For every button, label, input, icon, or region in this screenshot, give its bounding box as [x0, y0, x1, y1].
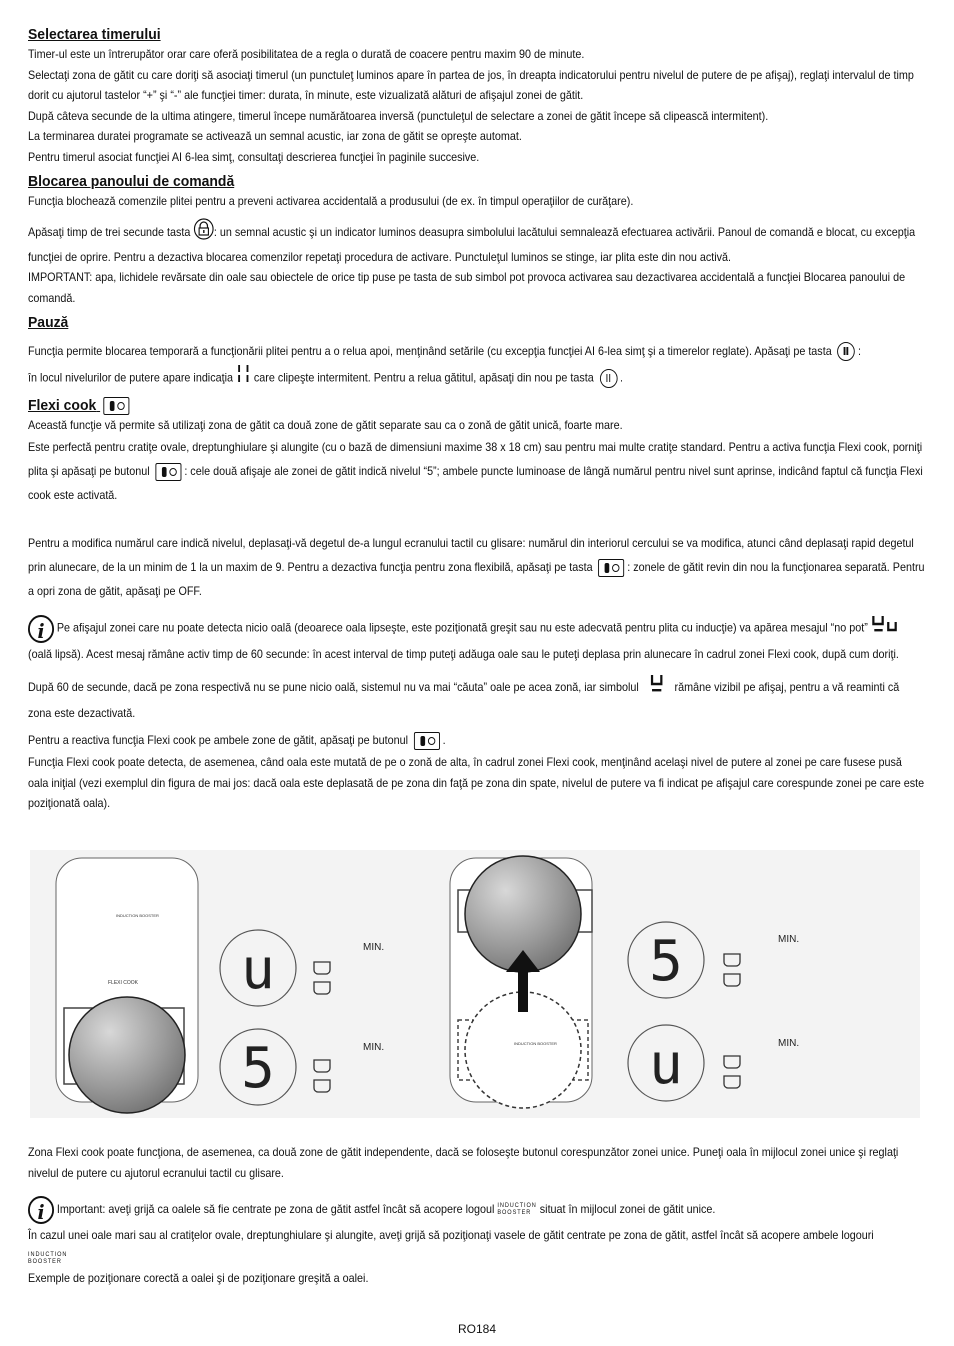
text: Important: aveţi grijă ca oalele să fie centrate pe zona de gătit astfel încât să acopere logoul: [56, 1203, 495, 1217]
flexi-button-icon: [155, 463, 181, 481]
section-title-pause: Pauză: [28, 313, 69, 331]
text: situat în mijlocul zonei de gătit unice.: [539, 1203, 716, 1217]
text: Funcţia permite blocarea temporară a funcţionării plitei pentru a o relua apoi, menţinând setările (cu excepţia funcţiei AI 6-lea simţ şi a timerelor reglate). Apăsaţi pe tasta: [28, 344, 832, 358]
booster-label-1: INDUCTION BOOSTER: [116, 913, 159, 918]
display-digit: 5: [241, 1036, 275, 1101]
logo-text: BOOSTER: [28, 1258, 62, 1265]
paragraph: Timer-ul este un întrerupător orar care oferă posibilitatea de a regla o durată de coacere pentru maxim 90 de minute.: [28, 48, 585, 61]
text: în locul nivelurilor de putere apare indicaţia: [28, 371, 233, 385]
paragraph: [28, 436, 925, 508]
paragraph: [28, 218, 925, 268]
info-icon: i: [28, 1196, 54, 1224]
logo-text: BOOSTER: [497, 1210, 532, 1217]
text: (oală lipsă). Acest mesaj rămâne activ timp de 60 secunde: în acest interval de timp puteţi adăuga oale sau le puteţi deplasa prin alunecare în cadrul zonei Flexi cook, după cum doriţi.: [28, 648, 899, 662]
text: : cele două afişaje ale zonei de gătit indică nivelul “5”; ambele puncte luminoase de lângă numărul pentru nivel sunt aprinse, indicând faptul că funcţia Flexi cook este activată.: [28, 465, 923, 503]
paragraph: Pentru timerul asociat funcţiei AI 6-lea simţ, consultaţi descrierea funcţiei în paginile succesive.: [28, 150, 480, 164]
induction-booster-logo: [28, 1252, 67, 1266]
min-label: MIN.: [778, 1038, 800, 1049]
text: Pentru a modifica numărul care indică nivelul, deplasaţi-vă degetul de-a lungul ecranului tactil cu glisare: numărul din interiorul cercului se va modifica, atunci când deplasaţi rapid degetul prin alunecare, de la un minim de 1 la un maxim de 9. Pentru a dezactiva funcţia pentru zona flexibilă, apăsaţi pe tasta: [28, 537, 914, 575]
paragraph: Funcţia Flexi cook poate detecta, de asemenea, când oala este mutată de pe o zonă de alta, în cadrul zonei Flexi cook, menţinând acelaşi nivel de putere al zonei pe care fusese pusă oala iniţial (vezi exemplul din figura de mai jos: dacă oala este deplasată de pe zona din faţă pe zona din spate, nivelul de putere va fi indicat pe afişajul care corespunde zonei pe care este poziţionată oala).: [28, 756, 925, 811]
paragraph: Această funcţie vă permite să utilizaţi zona de gătit ca două zone de gătit separate sau ca o zonă de gătit unică, foarte mare.: [28, 418, 623, 432]
paragraph: [28, 673, 925, 725]
text: :: [857, 344, 861, 358]
text: .: [442, 734, 446, 748]
text: Pe afişajul zonei care nu poate detecta nicio oală (deoarece oala lipseşte, este poziţionată greşit sau nu este adecvată pentru plita cu inducţie) va apărea mesajul “no pot”: [56, 621, 868, 635]
induction-booster-logo: [497, 1203, 536, 1217]
paragraph: [28, 532, 925, 604]
flexi-button-icon: [598, 559, 624, 577]
info-icon: i: [28, 615, 54, 643]
right-hob: [450, 856, 592, 1108]
flexi-button-icon: [103, 397, 129, 415]
lower-text: [28, 1143, 925, 1290]
text: Pentru a reactiva funcţia Flexi cook pe ambele zone de gătit, apăsaţi pe butonul: [28, 734, 409, 748]
text: : zonele de gătit revin din nou la funcţionarea separată. Pentru a opri zona de gătit, apăsaţi pe OFF.: [28, 561, 925, 599]
logo-text: INDUCTION: [28, 1251, 68, 1258]
paragraph: IMPORTANT: apa, lichidele revărsate din oale sau obiectele de orice tip puse pe tasta de sub simbol pot provoca activarea sau dezactivarea accidentală a funcţiei Blocarea panoului de comandă.: [28, 271, 906, 305]
paragraph: La terminarea duratei programate se activează un semnal acustic, iar zona de gătit se opreşte automat.: [28, 130, 522, 144]
flexi-cook-figure: [30, 850, 920, 1118]
pot-icon: [69, 997, 185, 1113]
display-digit: u: [241, 937, 275, 1002]
min-label: MIN.: [778, 934, 800, 945]
paragraph: Zona Flexi cook poate funcţiona, de asemenea, ca două zone de gătit independente, dacă se foloseşte butonul corespunzător zonei unice. Puneţi oala în mijlocul zonei unice şi reglaţi nivelul de putere cu ajutorul ecranului tactil cu glisare.: [28, 1146, 899, 1180]
min-label: MIN.: [363, 1042, 385, 1053]
no-pot-icon: [871, 614, 899, 643]
pause-icon: [600, 369, 618, 388]
no-pot-symbol-icon: [649, 673, 664, 703]
paragraph: [28, 339, 925, 393]
section-title-flexi: [28, 395, 925, 416]
text: După 60 de secunde, dacă pe zona respectivă nu se pune nicio oală, sistemul nu va mai “căuta” oale pe acea zonă, iar simbolul: [28, 681, 639, 695]
paragraph: Funcţia blochează comenzile plitei pentru a preveni activarea accidentală a produsului (de ex. în timpul operaţiilor de curăţare).: [28, 194, 634, 208]
text: : un semnal acustic şi un indicator luminos deasupra simbolului lacătului semnalează efectuarea activării. Panoul de comandă e blocat, cu excepţia funcţiei de oprire. Pentru a dezactiva blocarea comenzilor repetaţi procedura de activare. Punctuleţul luminos se stinge, iar plita este din nou activă.: [28, 226, 916, 264]
lock-icon: [193, 218, 213, 248]
flexi-button-icon: [414, 732, 440, 750]
page-number: RO184: [457, 1322, 497, 1336]
note-paragraph: [28, 1196, 925, 1224]
pause-icon: [837, 342, 855, 361]
title-text: Flexi cook: [28, 396, 97, 414]
section-title-lock: Blocarea panoului de comandă: [28, 172, 235, 190]
text: .: [619, 371, 623, 385]
logo-line: [28, 1249, 925, 1270]
text: Este perfectă pentru cratiţe ovale, dreptunghiulare şi alungite (cu o bază de dimensiuni maxime 38 x 18 cm) sau pentru mai multe cratiţe standard. Pentru a activa funcţia Flexi cook, porniţi plita şi apăsaţi pe butonul: [28, 441, 923, 479]
min-label: MIN.: [363, 942, 385, 953]
paragraph: În cazul unei oale mari sau al cratiţelor ovale, dreptunghiulare şi alungite, aveţi grijă să poziţionaţi vasele de gătit centrate pe zona de gătit, astfel încât să acopere ambele logouri: [28, 1229, 874, 1243]
paragraph: Selectaţi zona de gătit cu care doriţi să asociaţi timerul (un punctuleţ luminos apare în partea de jos, în dreapta indicatorului pentru nivelul de putere de pe afişaj), reglaţi intervalul de timp dorit cu ajutorul tastelor “+” şi “-” ale funcţiei timer: durata, în minute, este vizualizată alături de afişajul zonei de gătit.: [28, 68, 914, 103]
figure-svg: [30, 850, 920, 1118]
paragraph: Exemple de poziţionare corectă a oalei şi de poziţionare greşită a oalei.: [28, 1272, 369, 1286]
display-digit: u: [649, 1032, 683, 1097]
text: Apăsaţi timp de trei secunde tasta: [28, 226, 191, 240]
section-title-timer: Selectarea timerului: [28, 26, 161, 43]
text: rămâne vizibil pe afişaj, pentru a vă reaminti că zona este dezactivată.: [28, 681, 900, 721]
paragraph: După câteva secunde de la ultima atingere, timerul începe numărătoarea inversă (punctuleţul de selectare a zonei de gătit începe să clipească intermitent).: [28, 109, 769, 123]
document-body: [28, 22, 925, 815]
flexi-label-1: FLEXI COOK: [108, 980, 139, 986]
display-digit: 5: [649, 929, 683, 994]
logo-text: INDUCTION: [497, 1203, 537, 1210]
booster-label-2: INDUCTION BOOSTER: [514, 1041, 557, 1046]
blink-indicator-icon: [236, 364, 251, 393]
text: care clipeşte intermitent. Pentru a relua gătitul, apăsaţi din nou pe tasta: [253, 371, 594, 385]
note-paragraph: [28, 614, 925, 667]
paragraph: [28, 729, 925, 753]
